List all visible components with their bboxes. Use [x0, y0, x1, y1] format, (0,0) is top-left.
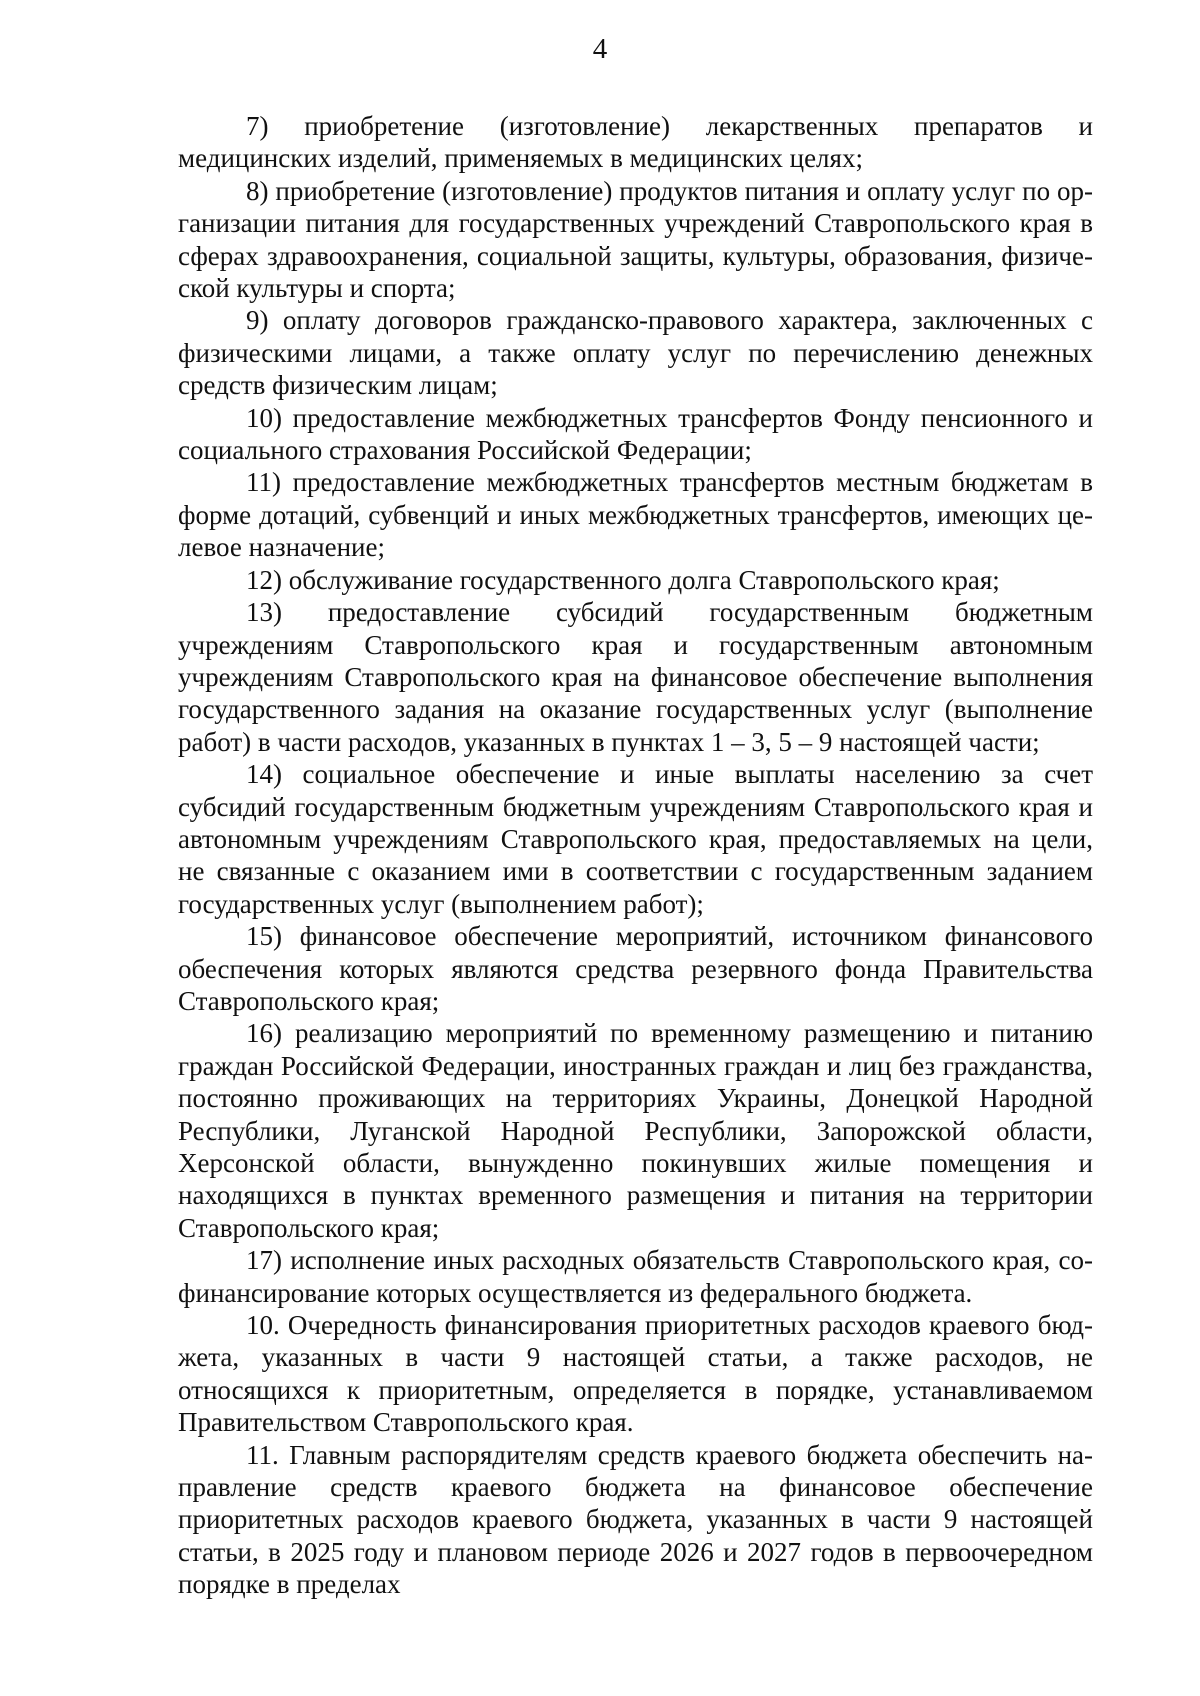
page-number: 4 — [592, 33, 608, 65]
article-part-10: 10. Очередность финансирования приоритетных расходов краевого бюджета, указанных в части 9 настоящей статьи, а также расходов, не относящихся к приоритетным, определяется в порядке, устанавливаемом Правительством Ставропольского края. — [178, 1310, 1093, 1438]
list-item-10: 10) предоставление межбюджетных трансфертов Фонду пенсионного и социального страхования Российской Федерации; — [178, 402, 1093, 466]
list-item-17: 17) исполнение иных расходных обязательств Ставропольского края, софинансирование которых осуществляется из федерального бюджета. — [178, 1245, 1093, 1308]
list-item-9: 9) оплату договоров гражданско-правового характера, заключенных с физическими лицами, а также оплату услуг по перечислению денежных средств физическим лицам; — [178, 305, 1093, 401]
list-item-16: 16) реализацию мероприятий по временному размещению и питанию граждан Российской Федерации, иностранных граждан и лиц без гражданства, постоянно проживающих на территориях Украины, Донецкой Народной Республики, Луганской Народной Республики, Запорожской области, Херсонской области, вынужденно покинувших жилые помещения и находящихся в пунктах временного размещения и питания на территории Ставропольского края; — [178, 1018, 1093, 1243]
list-item-15: 15) финансовое обеспечение мероприятий, источником финансового обеспечения которых являются средства резервного фонда Правительства Ставропольского края; — [178, 921, 1093, 1016]
list-item-8: 8) приобретение (изготовление) продуктов питания и оплату услуг по организации питания для государственных учреждений Ставропольского края в сферах здравоохранения, социальной защиты, культуры, образования, физической культуры и спорта; — [178, 175, 1093, 304]
list-item-13: 13) предоставление субсидий государственным бюджетным учреждениям Ставропольского края и государственным автономным учреждениям Ставропольского края на финансовое обеспечение выполнения государственного задания на оказание государственных услуг (выполнение работ) в части расходов, указанных в пунктах 1 – 3, 5 – 9 настоящей части; — [178, 597, 1093, 757]
article-part-11: 11. Главным распорядителям средств краевого бюджета обеспечить направление средств краевого бюджета на финансовое обеспечение приоритетных расходов краевого бюджета, указанных в части 9 настоящей статьи, в 2025 году и плановом периоде 2026 и 2027 годов в первоочередном порядке в пределах — [178, 1439, 1093, 1600]
list-item-7: 7) приобретение (изготовление) лекарственных препаратов и медицинских изделий, применяемых в медицинских целях; — [178, 111, 1093, 174]
list-item-12: 12) обслуживание государственного долга Ставропольского края; — [246, 564, 1000, 595]
list-item-14: 14) социальное обеспечение и иные выплаты населению за счет субсидий государственным бюджетным учреждениям Ставропольского края и автономным учреждениям Ставропольского края, предоставляемых на цели, не связанные с оказанием ими в соответствии с государственным заданием государственных услуг (выполнением работ); — [178, 759, 1093, 919]
document-body — [178, 110, 1093, 1601]
list-item-11: 11) предоставление межбюджетных трансфертов местным бюджетам в форме дотаций, субвенций и иных межбюджетных трансфертов, имеющих целевое назначение; — [178, 467, 1093, 563]
